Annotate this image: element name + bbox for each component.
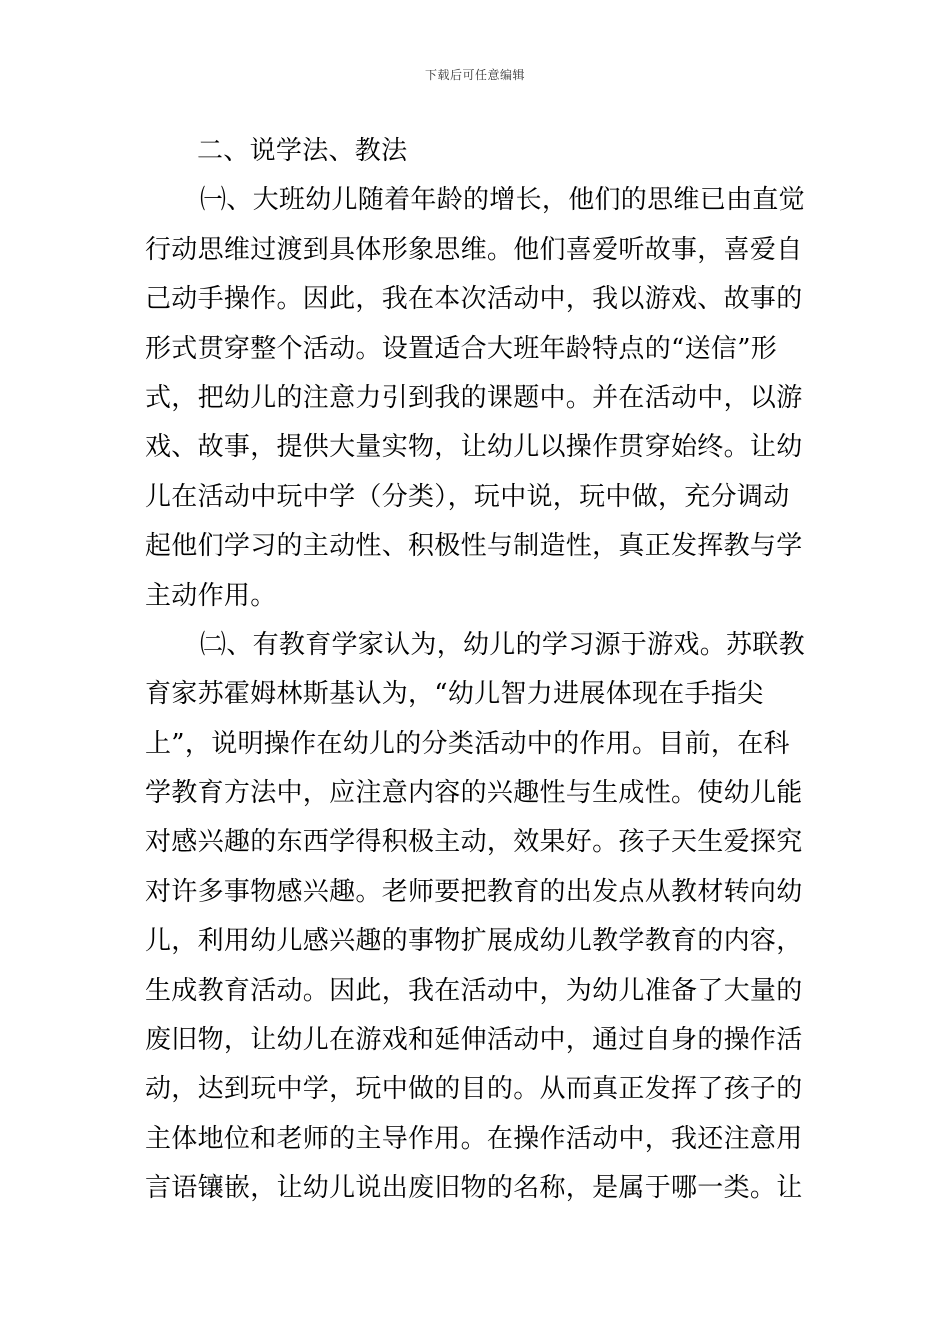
- paragraph-2-line: 学教育方法中，应注意内容的兴趣性与生成性。使幼儿能: [145, 778, 803, 809]
- paragraph-2-line: 儿，利用幼儿感兴趣的事物扩展成幼儿教学教育的内容，: [145, 926, 803, 957]
- paragraph-2-line: 言语镶嵌，让幼儿说出废旧物的名称，是属于哪一类。让: [145, 1173, 803, 1204]
- paragraph-2-line: 上”，说明操作在幼儿的分类活动中的作用。目前，在科: [145, 728, 790, 759]
- paragraph-2-line: 动，达到玩中学，玩中做的目的。从而真正发挥了孩子的: [145, 1074, 803, 1105]
- paragraph-2-line: ㈡、有教育学家认为，幼儿的学习源于游戏。苏联教: [200, 629, 805, 660]
- document-body: [145, 127, 810, 1214]
- paragraph-1-line: 主动作用。: [145, 580, 277, 611]
- paragraph-1-line: 行动思维过渡到具体形象思维。他们喜爱听故事，喜爱自: [145, 234, 803, 265]
- paragraph-2-line: 主体地位和老师的主导作用。在操作活动中，我还注意用: [145, 1123, 803, 1154]
- paragraph-2-line: 生成教育活动。因此，我在活动中，为幼儿准备了大量的: [145, 975, 803, 1006]
- header-note: 下载后可任意编辑: [424, 68, 525, 82]
- paragraph-1-line: 儿在活动中玩中学（分类），玩中说，玩中做，充分调动: [145, 481, 790, 512]
- paragraph-2-line: 废旧物，让幼儿在游戏和延伸活动中，通过自身的操作活: [145, 1025, 803, 1056]
- paragraph-1-line: 起他们学习的主动性、积极性与制造性，真正发挥教与学: [145, 531, 803, 562]
- paragraph-1-line: 戏、故事，提供大量实物，让幼儿以操作贯穿始终。让幼: [145, 432, 803, 463]
- section-heading: 二、说学法、教法: [197, 136, 408, 166]
- paragraph-2-line: 对感兴趣的东西学得积极主动，效果好。孩子天生爱探究: [145, 827, 803, 858]
- paragraph-2-line: 对许多事物感兴趣。老师要把教育的出发点从教材转向幼: [145, 876, 803, 907]
- paragraph-1-line: 己动手操作。因此，我在本次活动中，我以游戏、故事的: [145, 284, 803, 315]
- paragraph-2-line: 育家苏霍姆林斯基认为，“幼儿智力进展体现在手指尖: [145, 679, 764, 710]
- paragraph-1-line: 式，把幼儿的注意力引到我的课题中。并在活动中，以游: [145, 382, 803, 413]
- paragraph-1-line: ㈠、大班幼儿随着年龄的增长，他们的思维已由直觉: [200, 185, 805, 216]
- paragraph-1-line: 形式贯穿整个活动。设置适合大班年龄特点的“送信”形: [145, 333, 778, 364]
